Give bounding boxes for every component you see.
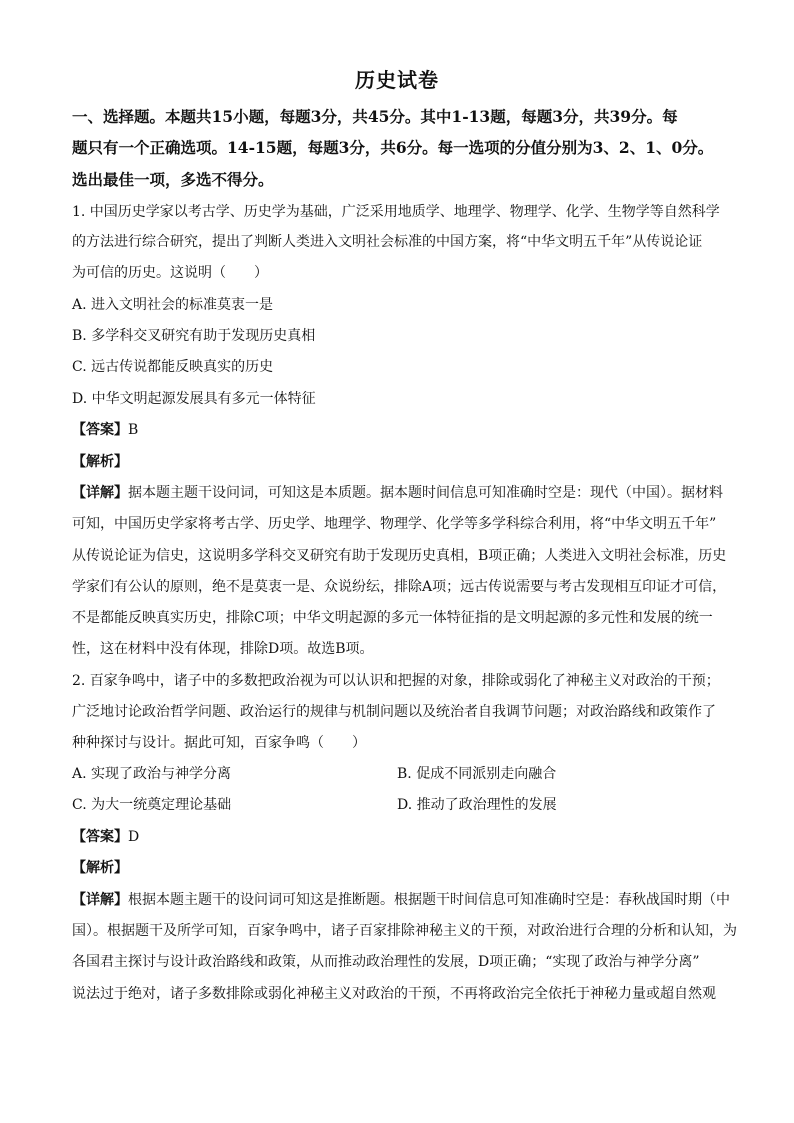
q1-detail-line-6: 性，这在材料中没有体现，排除D项。故选B项。 xyxy=(72,641,374,657)
q2-stem-line-2: 广泛地讨论政治哲学问题、政治运行的规律与机制问题以及统治者自我调节问题；对政治路线和政策作了 xyxy=(72,704,716,720)
q2-detail-line-2: 国）。根据题干及所学可知，百家争鸣中，诸子百家排除神秘主义的干预，对政治进行合理的分析和认知，为 xyxy=(72,923,737,939)
answer-tag: 【答案】 xyxy=(72,829,128,845)
analysis-tag: 【解析】 xyxy=(72,860,128,876)
section-header-line-3: 选出最佳一项，多选不得分。 xyxy=(72,170,274,189)
q1-detail-line-1 xyxy=(72,482,723,504)
q2-option-c: C. 为大一统奠定理论基础 xyxy=(72,797,232,813)
q1-stem-line-2: 的方法进行综合研究，提出了判断人类进入文明社会标准的中国方案，将“中华文明五千年”从传说论证 xyxy=(72,234,703,250)
answer-value: B xyxy=(128,422,139,438)
q2-analysis-tag xyxy=(72,857,128,879)
detail-tag: 【详解】 xyxy=(72,892,128,908)
answer-tag: 【答案】 xyxy=(72,422,128,438)
q1-detail-line-4: 学家们有公认的原则，绝不是莫衷一是、众说纷纭，排除A项；远古传说需要与考古发现相互印证才可信， xyxy=(72,579,727,595)
q2-detail-line-4: 说法过于绝对，诸子多数排除或弱化神秘主义对政治的干预，不再将政治完全依托于神秘力量或超自然观 xyxy=(72,986,716,1002)
detail-text: 根据本题主题干的设问词可知这是推断题。根据题干时间信息可知准确时空是：春秋战国时期（中 xyxy=(128,892,730,908)
section-header-line-1: 一、选择题。本题共15小题，每题3分，共45分。其中1-13题，每题3分，共39分。每 xyxy=(72,107,678,126)
q1-option-a: A. 进入文明社会的标准莫衷一是 xyxy=(72,297,274,313)
detail-tag: 【详解】 xyxy=(72,485,128,501)
q1-answer xyxy=(72,419,138,441)
q1-stem-line-3: 为可信的历史。这说明（ ） xyxy=(72,265,268,281)
q2-option-a: A. 实现了政治与神学分离 xyxy=(72,766,232,782)
analysis-tag: 【解析】 xyxy=(72,454,128,470)
q1-stem-line-1: 1. 中国历史学家以考古学、历史学为基础，广泛采用地质学、地理学、物理学、化学、生物学等自然科学 xyxy=(72,204,720,220)
detail-text: 据本题主题干设问词，可知这是本质题。据本题时间信息可知准确时空是：现代（中国）。据材料 xyxy=(128,485,723,501)
q2-stem-line-3: 种种探讨与设计。据此可知，百家争鸣（ ） xyxy=(72,735,366,751)
page-title: 历史试卷 xyxy=(355,68,439,92)
q1-option-b: B. 多学科交叉研究有助于发现历史真相 xyxy=(72,328,316,344)
q1-option-c: C. 远古传说都能反映真实的历史 xyxy=(72,359,274,375)
q2-option-d: D. 推动了政治理性的发展 xyxy=(397,797,557,813)
q2-option-b: B. 促成不同派别走向融合 xyxy=(397,766,557,782)
q1-detail-line-5: 不是都能反映真实历史，排除C项；中华文明起源的多元一体特征指的是文明起源的多元性和发展的统一 xyxy=(72,610,713,626)
q1-detail-line-2: 可知，中国历史学家将考古学、历史学、地理学、物理学、化学等多学科综合利用，将“中华文明五千年” xyxy=(72,516,717,532)
q1-detail-line-3: 从传说论证为信史，这说明多学科交叉研究有助于发现历史真相，B项正确；人类进入文明社会标准，历史 xyxy=(72,548,727,564)
q1-analysis-tag xyxy=(72,451,128,473)
answer-value: D xyxy=(128,829,140,845)
section-header-line-2: 题只有一个正确选项。14-15题，每题3分，共6分。每一选项的分值分别为3、2、1、0分。 xyxy=(72,138,714,157)
q2-answer xyxy=(72,826,139,848)
q2-detail-line-3: 各国君主探讨与设计政治路线和政策，从而推动政治理性的发展，D项正确；“实现了政治与神学分离” xyxy=(72,954,700,970)
q2-detail-line-1 xyxy=(72,889,730,911)
q2-stem-line-1: 2. 百家争鸣中，诸子中的多数把政治视为可以认识和把握的对象，排除或弱化了神秘主义对政治的干预； xyxy=(72,673,720,689)
q1-option-d: D. 中华文明起源发展具有多元一体特征 xyxy=(72,391,316,407)
